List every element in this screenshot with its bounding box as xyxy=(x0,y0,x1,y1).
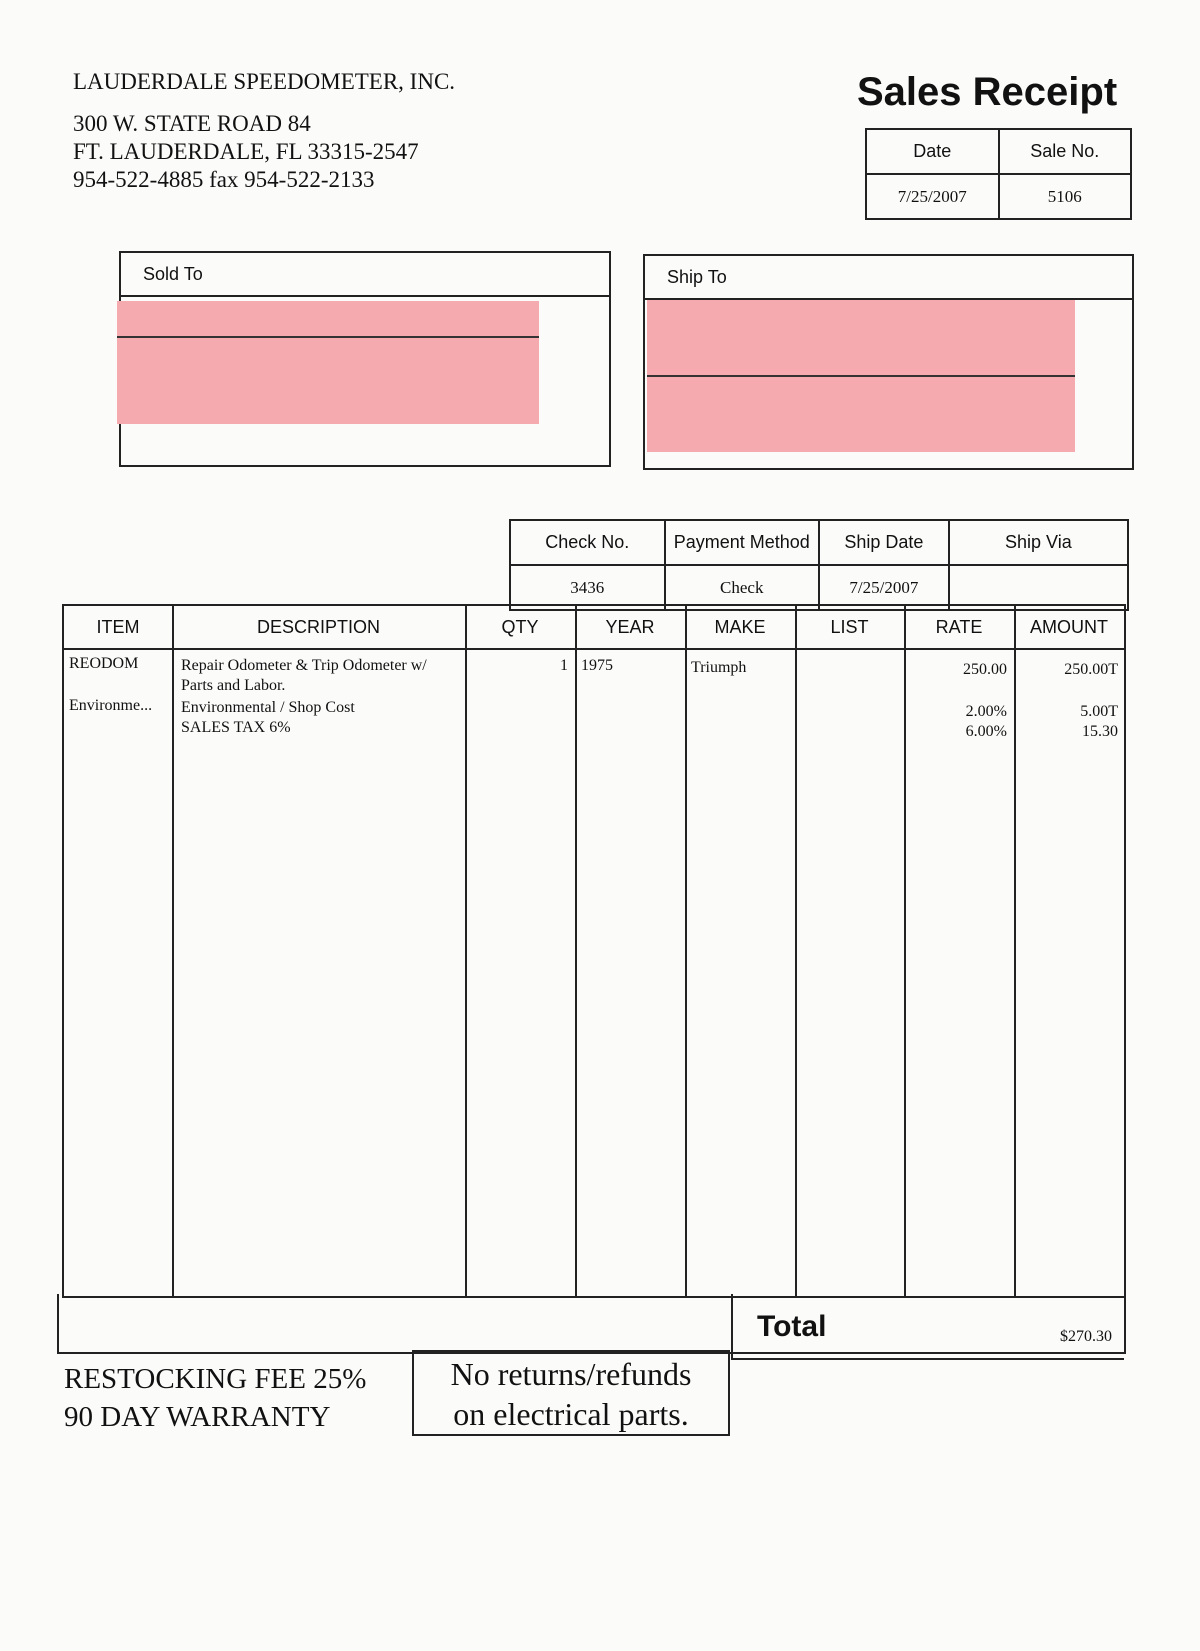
ship-date-value: 7/25/2007 xyxy=(819,565,949,610)
company-name: LAUDERDALE SPEEDOMETER, INC. xyxy=(73,69,456,94)
check-no-value: 3436 xyxy=(510,565,665,610)
column-divider xyxy=(172,606,174,1296)
sale-no-value: 5106 xyxy=(999,174,1132,219)
row2-item: Environme... xyxy=(69,697,153,714)
total-bar xyxy=(57,1294,1126,1354)
document-title: Sales Receipt xyxy=(857,70,1118,114)
row3-amount: 15.30 xyxy=(1082,723,1118,740)
row2-rate: 2.00% xyxy=(965,703,1007,720)
sale-no-header: Sale No. xyxy=(999,129,1132,174)
ship-via-header: Ship Via xyxy=(949,520,1128,565)
row1-year: 1975 xyxy=(581,657,613,674)
warranty-text: 90 DAY WARRANTY xyxy=(64,1401,331,1433)
row1-qty: 1 xyxy=(560,657,568,674)
company-phone: 954-522-4885 fax 954-522-2133 xyxy=(73,167,375,192)
ship-to-redaction xyxy=(647,300,1075,452)
qty-header: QTY xyxy=(501,617,539,637)
redaction-fold-line xyxy=(647,375,1075,377)
company-address xyxy=(73,110,455,194)
column-divider xyxy=(465,606,467,1296)
date-value: 7/25/2007 xyxy=(866,174,999,219)
row2-description: Environmental / Shop Cost xyxy=(181,699,355,716)
column-divider xyxy=(575,606,577,1296)
row1-description-line1: Repair Odometer & Trip Odometer w/ xyxy=(181,657,427,674)
payment-info-table xyxy=(509,519,1129,611)
payment-method-header: Payment Method xyxy=(665,520,820,565)
total-value: $270.30 xyxy=(1060,1328,1112,1345)
row2-amount: 5.00T xyxy=(1080,703,1118,720)
rate-header: RATE xyxy=(935,617,983,637)
year-header: YEAR xyxy=(605,617,655,637)
company-address-line1: 300 W. STATE ROAD 84 xyxy=(73,111,311,136)
row1-amount: 250.00T xyxy=(1064,661,1118,678)
policy-text xyxy=(64,1360,366,1436)
list-header: LIST xyxy=(830,617,869,637)
company-block xyxy=(73,68,455,194)
items-table xyxy=(62,604,1126,1298)
ship-date-header: Ship Date xyxy=(819,520,949,565)
returns-notice-line2: on electrical parts. xyxy=(453,1396,689,1432)
row1-item: REODOM xyxy=(69,655,139,672)
total-box xyxy=(731,1294,1124,1360)
row3-description: SALES TAX 6% xyxy=(181,719,291,736)
row1-rate: 250.00 xyxy=(963,661,1007,678)
make-header: MAKE xyxy=(714,617,766,637)
company-address-line2: FT. LAUDERDALE, FL 33315-2547 xyxy=(73,139,419,164)
receipt-info-table xyxy=(865,128,1132,220)
date-header: Date xyxy=(866,129,999,174)
ship-to-box xyxy=(643,254,1134,470)
row1-make: Triumph xyxy=(691,659,747,676)
description-header: DESCRIPTION xyxy=(256,617,380,637)
redaction-fold-line xyxy=(117,336,539,338)
returns-notice-line1: No returns/refunds xyxy=(450,1356,692,1392)
column-divider xyxy=(795,606,797,1296)
check-no-header: Check No. xyxy=(510,520,665,565)
ship-to-label: Ship To xyxy=(645,256,1132,300)
amount-header: AMOUNT xyxy=(1030,617,1108,637)
sold-to-box xyxy=(119,251,611,467)
item-header: ITEM xyxy=(96,617,140,637)
row3-rate: 6.00% xyxy=(965,723,1007,740)
sold-to-redaction xyxy=(117,301,539,424)
payment-method-value: Check xyxy=(665,565,820,610)
total-label: Total xyxy=(757,1310,827,1343)
row1-description-line2: Parts and Labor. xyxy=(181,677,286,694)
returns-notice-box xyxy=(412,1350,730,1436)
column-divider xyxy=(685,606,687,1296)
sold-to-label: Sold To xyxy=(121,253,609,297)
restocking-fee-text: RESTOCKING FEE 25% xyxy=(64,1363,367,1395)
